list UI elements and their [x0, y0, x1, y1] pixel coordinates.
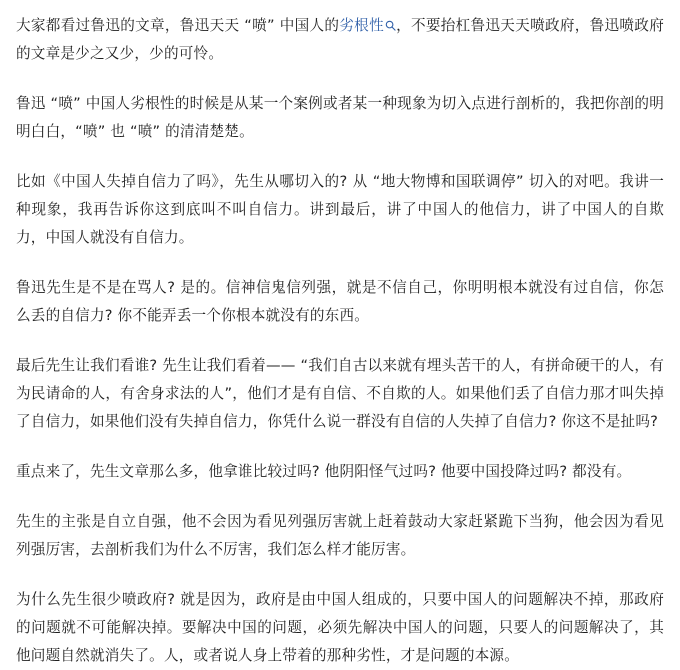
paragraph: 最后先生让我们看谁? 先生让我们看着—— “我们自古以来就有埋头苦干的人，有拼命硬干的人，有为民请命的人，有舍身求法的人”，他们才是有自信、不自欺的人。如果他们丢了自信力那才叫失掉了自信力，如果他们没有失掉自信力，你凭什么说一群没有自信的人失掉了自信力? 你这不是扯吗?: [16, 357, 664, 430]
paragraph: 比如《中国人失掉自信力了吗》，先生从哪切入的? 从 “地大物博和国联调停” 切入的对吧。我讲一种现象，我再告诉你这到底叫不叫自信力。讲到最后，讲了中国人的他信力，讲了中国人的自欺力，中国人就没有自信力。: [16, 173, 664, 246]
paragraph: 为什么先生很少喷政府? 就是因为，政府是由中国人组成的，只要中国人的问题解决不掉，那政府的问题就不可能解决掉。要解决中国的问题，必须先解决中国人的问题，只要人的问题解决了，其他问题自然就消失了。人，或者说人身上带着的那种劣性，才是问题的本源。: [16, 591, 664, 664]
paragraph-text: ，不要抬杠鲁迅天天喷政府，鲁迅喷政府的文章是少之又少，少的可怜。: [16, 17, 664, 62]
paragraph: 重点来了，先生文章那么多，他拿谁比较过吗? 他阴阳怪气过吗? 他要中国投降过吗? 都没有。: [16, 463, 632, 480]
paragraph: 鲁迅 “喷” 中国人劣根性的时候是从某一个案例或者某一种现象为切入点进行剖析的，我把你剖的明明白白，“喷” 也 “喷” 的清清楚楚。: [16, 95, 664, 140]
paragraph: 鲁迅先生是不是在骂人? 是的。信神信鬼信列强，就是不信自己，你明明根本就没有过自信，你怎么丢的自信力? 你不能弄丢一个你根本就没有的东西。: [16, 279, 664, 324]
search-icon[interactable]: [385, 20, 396, 31]
paragraph-text: 大家都看过鲁迅的文章，鲁迅天天 “喷” 中国人的: [16, 17, 340, 34]
劣根性-link[interactable]: 劣根性: [339, 17, 384, 34]
paragraph: 先生的主张是自立自强，他不会因为看见列强厉害就上赶着鼓动大家赶紧跪下当狗，他会因为看见列强厉害，去剖析我们为什么不厉害，我们怎么样才能厉害。: [16, 513, 664, 558]
paragraph: [16, 12, 664, 68]
